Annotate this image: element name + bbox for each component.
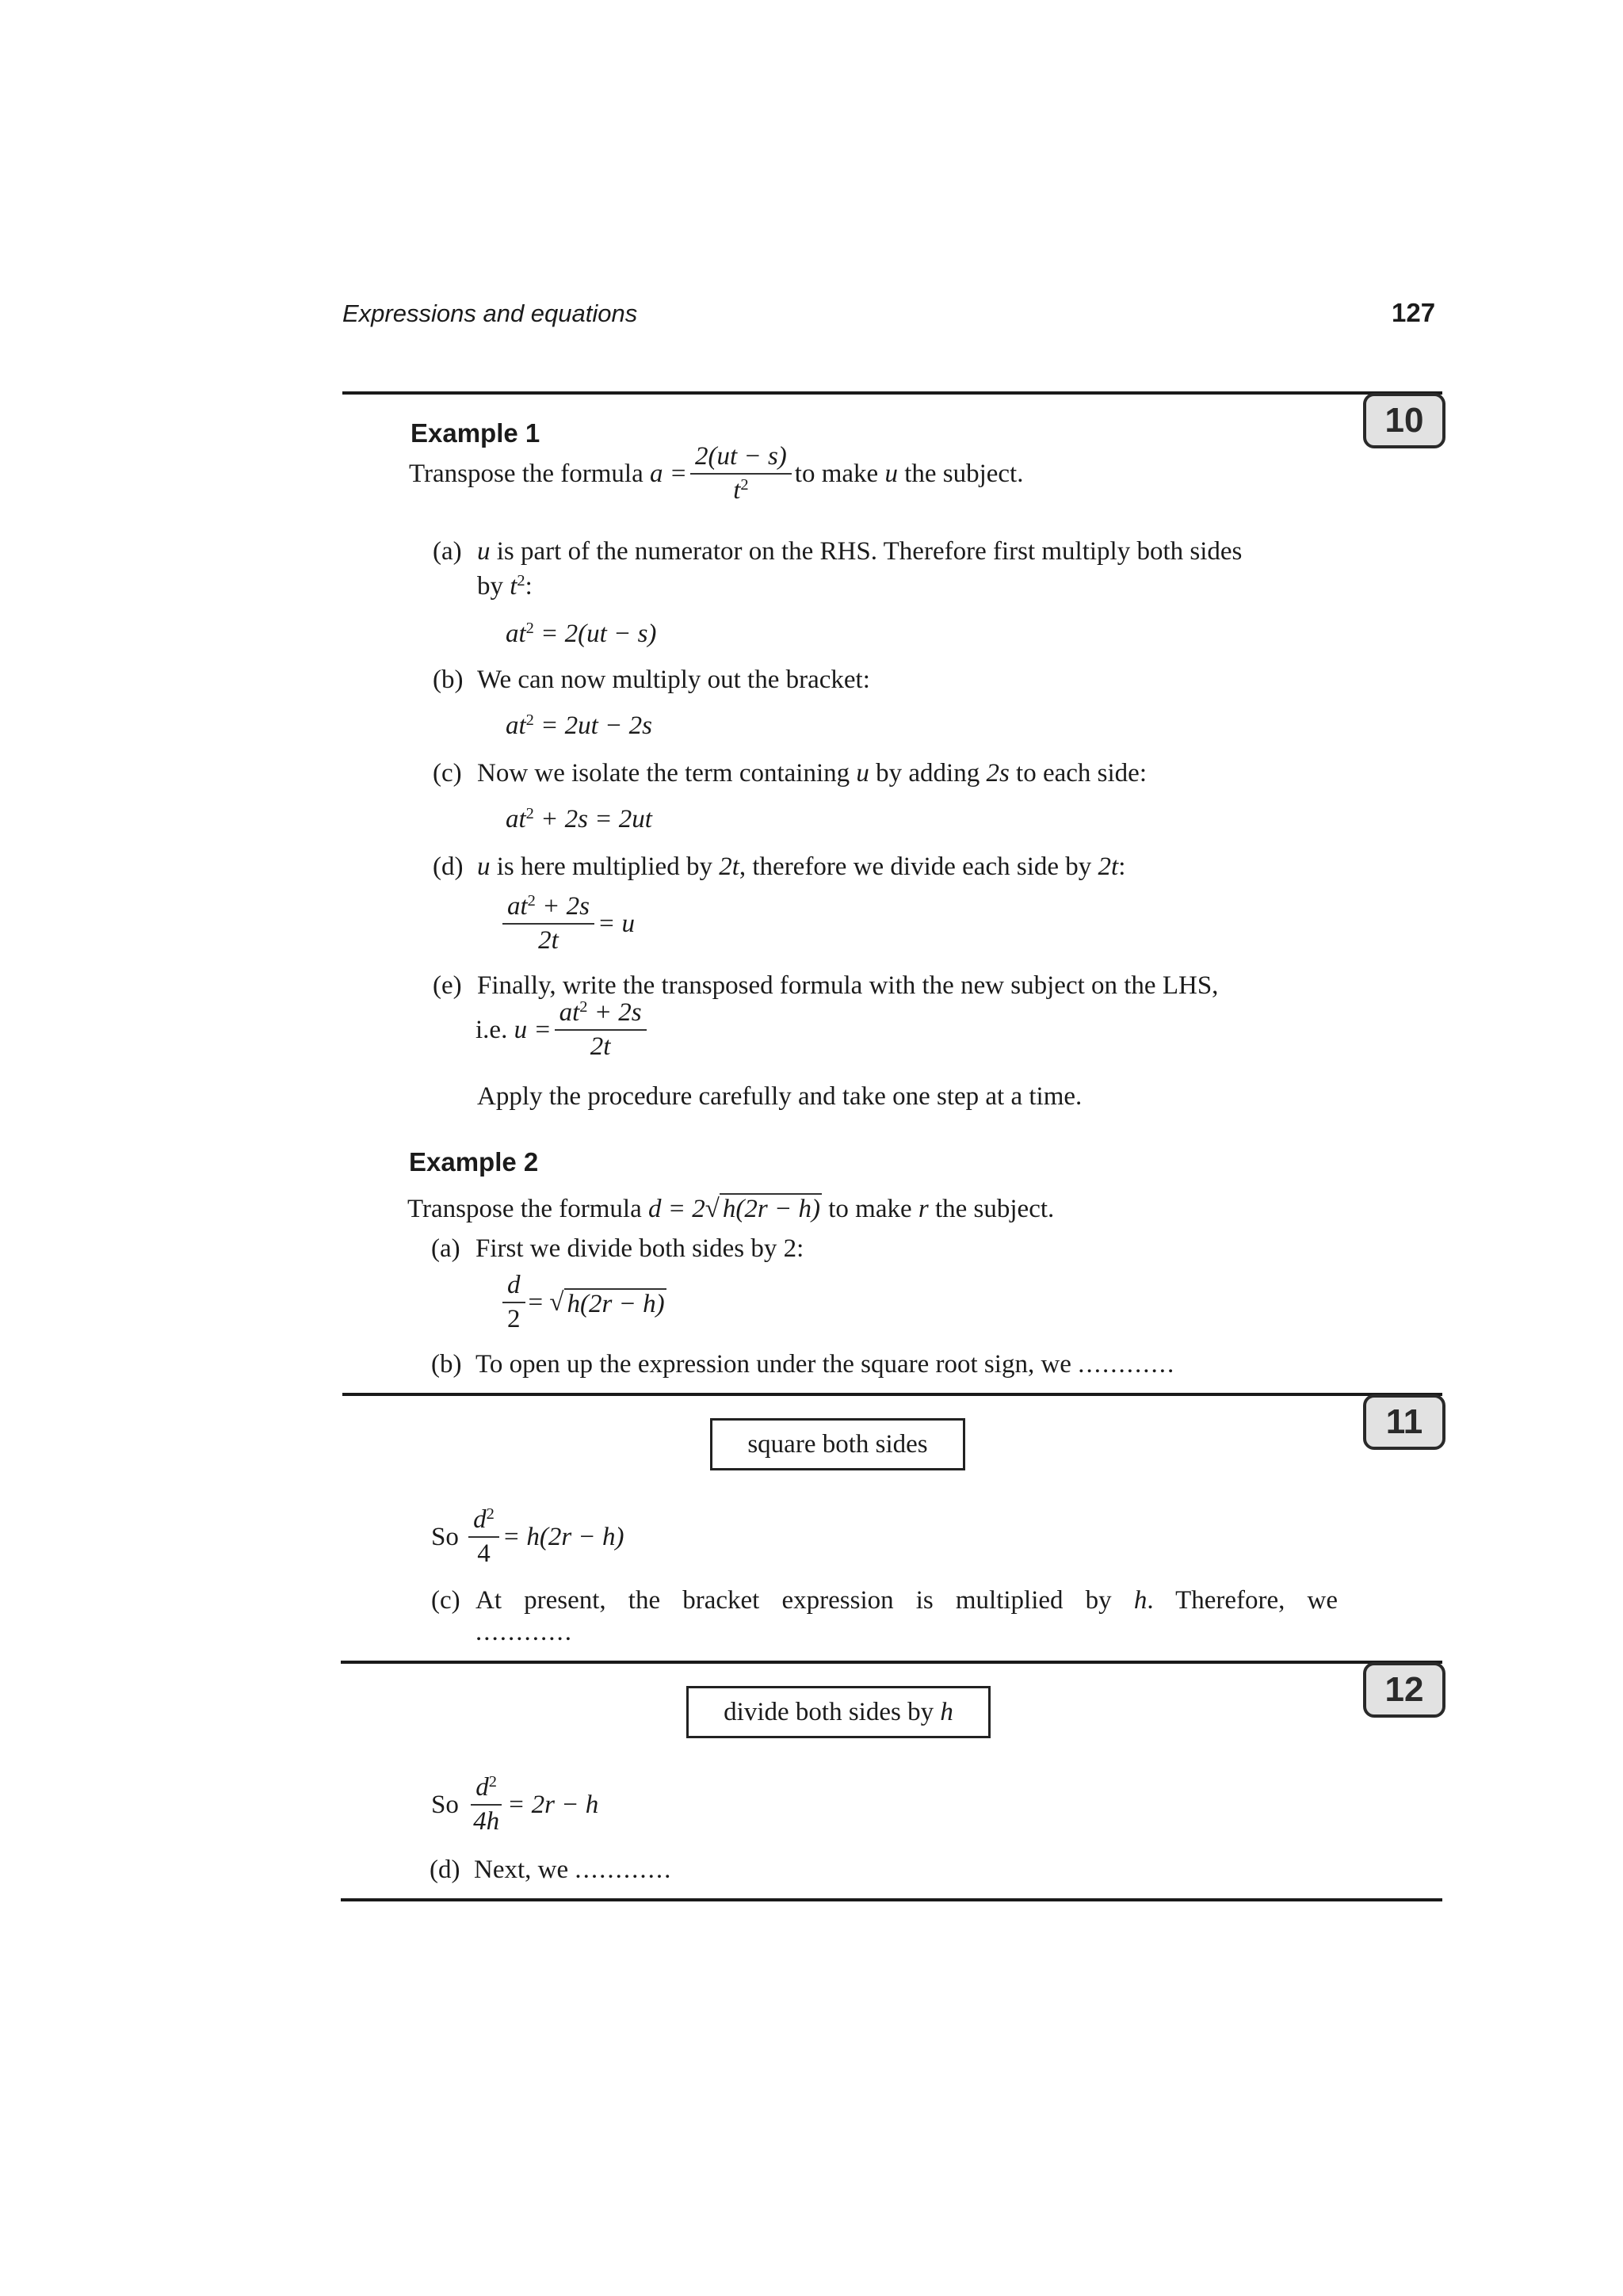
example1-step-e-result: i.e. u = $\frac{at^2 + 2s}{2t}$ xyxy=(475,1000,650,1060)
running-title: Expressions and equations xyxy=(342,299,638,327)
example2-step-c-dots: ............ xyxy=(475,1618,573,1646)
example1-step-c-text: Now we isolate the term containing u by adding 2s to each side: xyxy=(477,759,1147,788)
so-equation-2: So $\frac{d^2}{4h}$ = 2r − h xyxy=(431,1772,599,1836)
answer-text-11: square both sides xyxy=(747,1429,928,1459)
example2-step-d-text: Next, we ............ xyxy=(474,1855,673,1884)
intro-text: Transpose the formula xyxy=(409,459,643,488)
example2-step-c-text: At present, the bracket expression is multiplied by h. Therefore, we xyxy=(475,1586,1338,1615)
frame-divider-11 xyxy=(342,1393,1442,1396)
example1-step-c-label: (c) xyxy=(433,759,462,788)
step-d-fraction: $\frac{at^2 + 2s}{2t}$ xyxy=(502,894,594,954)
example1-step-b-label: (b) xyxy=(433,666,464,694)
page-number: 127 xyxy=(1392,298,1436,327)
example2-step-c-label: (c) xyxy=(431,1586,460,1615)
frame-divider-10 xyxy=(342,391,1442,395)
frame-divider-12 xyxy=(341,1661,1442,1664)
answer-text-12: divide both sides by h xyxy=(724,1697,953,1726)
example1-closing: Apply the procedure carefully and take one step at a time. xyxy=(477,1082,1083,1111)
step-e-fraction: $\frac{at^2 + 2s}{2t}$ xyxy=(555,1000,647,1060)
intro-denominator: $t^2$ xyxy=(733,475,749,505)
so-equation-1: So $\frac{d^2}{4}$ = h(2r − h) xyxy=(431,1505,624,1568)
example2-step-b-label: (b) xyxy=(431,1350,462,1379)
intro-fraction xyxy=(690,444,792,504)
intro-lhs: a = xyxy=(650,459,688,488)
bottom-rule xyxy=(341,1898,1442,1901)
example1-step-d-label: (d) xyxy=(433,852,464,881)
example1-step-a-text: u is part of the numerator on the RHS. Therefore first multiply both sides xyxy=(477,537,1243,566)
step-a-fraction: $\frac{d}{2}$ xyxy=(502,1272,525,1333)
example2-intro: Transpose the formula d = 2√ h(2r − h) to make r the subject. xyxy=(407,1195,1055,1223)
example1-step-e-text: Finally, write the transposed formula with the new subject on the LHS, xyxy=(477,971,1219,1000)
example1-intro: Transpose the formula a = $\frac{2(ut - s)}{t^2}$ to make u the subject. xyxy=(409,442,1024,505)
example1-step-d-equation: $\frac{at^2 + 2s}{2t}$ = u xyxy=(499,894,635,954)
example1-step-a-text2: by $t^2$: xyxy=(477,571,533,601)
sqrt-sign: √ xyxy=(705,1195,720,1223)
example1-step-d-text: u is here multiplied by 2t, therefore we divide each side by 2t: xyxy=(477,852,1126,881)
example2-step-a-text: First we divide both sides by 2: xyxy=(475,1234,804,1263)
example2-step-b-text: To open up the expression under the square root sign, we ............ xyxy=(475,1350,1176,1379)
example2-step-a-label: (a) xyxy=(431,1234,460,1263)
intro-numerator: 2(ut − s) xyxy=(690,444,792,475)
example1-step-e-label: (e) xyxy=(433,971,462,1000)
example1-step-b-equation: $at^2 = 2ut - 2s$ xyxy=(506,711,652,740)
example2-step-d-label: (d) xyxy=(430,1855,460,1884)
frame-number-12: 12 xyxy=(1363,1662,1445,1718)
example2-heading: Example 2 xyxy=(409,1147,539,1177)
frame-number-11: 11 xyxy=(1363,1394,1445,1450)
answer-box-12 xyxy=(686,1686,991,1738)
example1-step-a-equation: $at^2 = 2(ut - s)$ xyxy=(506,619,657,648)
example1-step-b-text: We can now multiply out the bracket: xyxy=(477,666,870,694)
frame-number-10: 10 xyxy=(1363,393,1445,448)
example1-heading: Example 1 xyxy=(411,418,540,448)
answer-box-11 xyxy=(710,1418,965,1470)
example2-step-a-equation: $\frac{d}{2}$ = √ h(2r − h) xyxy=(499,1272,666,1333)
example1-step-a-label: (a) xyxy=(433,537,462,566)
example1-step-c-equation: $at^2 + 2s = 2ut$ xyxy=(506,804,652,833)
